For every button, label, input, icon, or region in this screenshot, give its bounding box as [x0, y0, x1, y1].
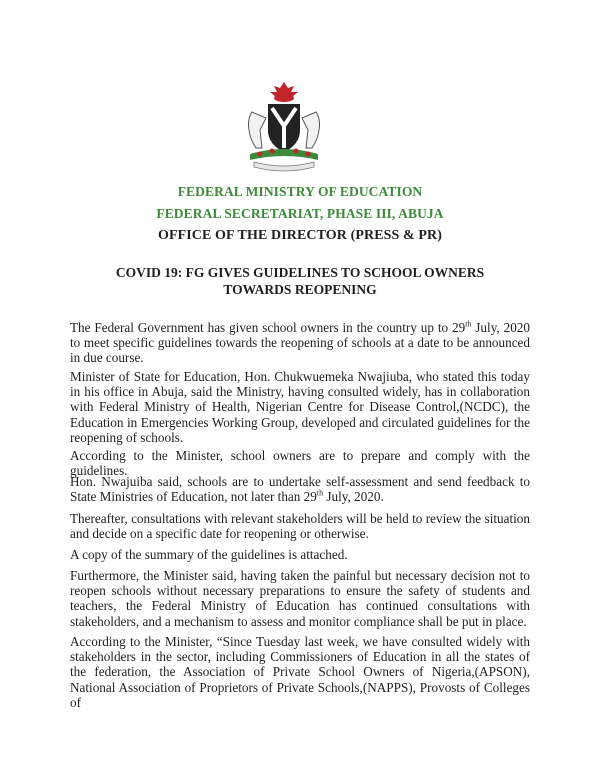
paragraph-4: [70, 474, 530, 504]
paragraph-1-text: The Federal Government has given school owners in the country up to 29: [70, 320, 466, 335]
ordinal-suffix: th: [316, 488, 324, 498]
paragraph-4-text-cont: July, 2020.: [323, 489, 384, 505]
office-heading: OFFICE OF THE DIRECTOR (PRESS & PR): [157, 228, 443, 243]
paragraph-7: Furthermore, the Minister said, having taken the painful but necessary decision not to reopen schools without necessary preparations to ensure the safety of students and teachers, the Federal Ministry of Education has continued consultations with stakeholders, and a mechanism to assess and monitor compliance shall be put in place.: [70, 568, 530, 629]
press-release-title: COVID 19: FG GIVES GUIDELINES TO SCHOOL OWNERS TOWARDS REOPENING: [115, 265, 485, 297]
address-heading: FEDERAL SECRETARIAT, PHASE III, ABUJA: [156, 206, 444, 221]
paragraph-1: [70, 320, 530, 366]
paragraph-5: Thereafter, consultations with relevant stakeholders will be held to review the situation and decide on a specific date for reopening or otherwise.: [70, 511, 530, 542]
paragraph-8: According to the Minister, “Since Tuesday last week, we have consulted widely with stakeholders in the sector, including Commissioners of Education in all the states of the federation, the Association of Private School Owners of Nigeria,(APSON), National Association of Proprietors of Private Schools,(NAPPS), Provosts of Colleges of: [70, 634, 530, 710]
ministry-heading: FEDERAL MINISTRY OF EDUCATION: [177, 184, 423, 199]
paragraph-2: Minister of State for Education, Hon. Chukwuemeka Nwajiuba, who stated this today in his office in Abuja, said the Ministry, having consulted widely, has in collaboration with Federal Ministry of Health, Nigerian Centre for Disease Control,(NCDC), the Education in Emergencies Working Group, developed and circulated guidelines for the reopening of schools.: [70, 369, 530, 445]
paragraph-1-text-cont: July, 2020 to meet specific guidelines towards the reopening of schools at a date to be announced in due course.: [70, 320, 530, 366]
ordinal-suffix: th: [465, 319, 472, 329]
coat-of-arms-icon: [236, 78, 332, 174]
paragraph-4-text: Hon. Nwajuiba said, schools are to undertake self-assessment and send feedback to State Ministries of Education, not later than 29: [70, 474, 530, 505]
paragraph-3: According to the Minister, school owners are to prepare and comply with the guidelines.: [70, 448, 530, 479]
paragraph-6: A copy of the summary of the guidelines is attached.: [70, 547, 348, 562]
